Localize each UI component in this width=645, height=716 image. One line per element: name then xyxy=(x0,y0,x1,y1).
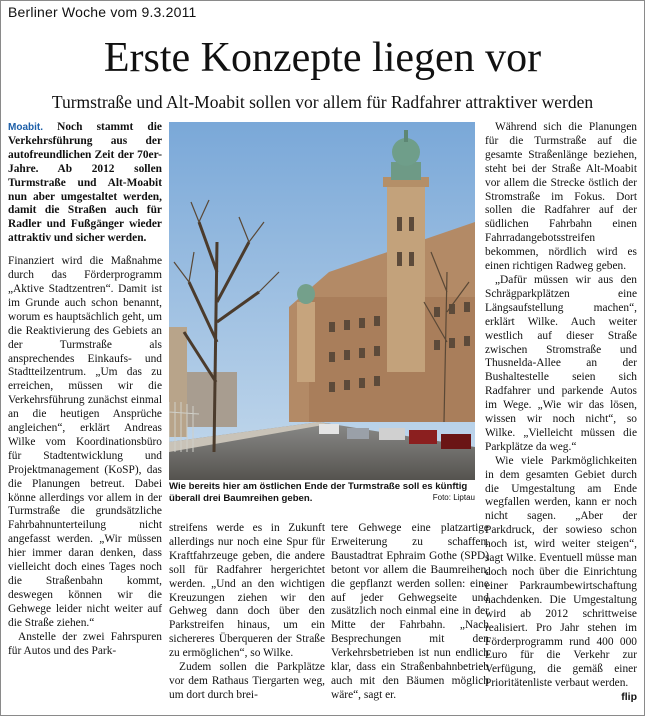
street-photo xyxy=(169,122,475,480)
author-signature: flip xyxy=(621,691,637,704)
paragraph-text: Wie viele Parkmöglichkeiten in dem gesamten Gebiet durch die Umgestaltung am Ende wegfallen werden, kann er noch nicht sagen. „Aber der Parkdruck, der sowieso schon hoch ist, wird weiter steigen“, sagt Wilke. Eventuell müsse man doch noch über die Einrichtung einer Parkraumbewirtschaftung nachdenken. Die Umgestaltung wird ab 2012 schrittweise realisiert. Pro Jahr stehen im Förderprogramm rund 400 000 Euro für die Verkehr zur Verfügung, die gemäß einer Prioritätenliste verbaut werden. xyxy=(485,454,637,690)
body-paragraph xyxy=(485,454,637,704)
article-column-4 xyxy=(485,121,637,705)
body-paragraph: streifens werde es in Zukunft allerdings nur noch eine Spur für Kraftfahrzeuge geben, die andere soll für Radfahrer hergerichtet werden. „Und an den wichtigen Kreuzungen ziehen wir den Gehweg dann doch über den Parkstreifen hinaus, um ein sichereres Überqueren der Straße zu ermöglichen“, so Wilke. xyxy=(169,522,325,660)
body-paragraph: Zudem sollen die Parkplätze vor dem Rathaus Tiergarten weg, um dort durch brei- xyxy=(169,661,325,701)
caption-text: Wie bereits hier am östlichen Ende der Turmstraße soll es künftig überall drei Baumreihen geben. xyxy=(169,481,468,504)
body-paragraph: Während sich die Planungen für die Turmstraße auf die gesamte Straßenlänge beziehen, steht bei der Straße Alt-Moabit vor allem die Strecke östlich der Stromstraße im Fokus. Dort sollen die Radfahrer auf der südlichen Fahrbahn einen Fahrradangebotsstreifen bekommen, nördlich wird es einen richtigen Radweg geben. xyxy=(485,121,637,273)
dateline: Moabit. xyxy=(8,122,43,133)
subheadline: Turmstraße und Alt-Moabit sollen vor allem für Radfahrer attraktiver werden xyxy=(51,92,594,112)
photo-caption xyxy=(169,481,475,504)
body-paragraph: tere Gehwege eine platzartige Erweiterung zu schaffen. Baustadtrat Ephraim Gothe (SPD) betont vor allem die Baumreihen, die gepflanzt werden sollen: eine auf jeder Gehwegseite und zusätzlich noch einmal eine in der Mitte der Fahrbahn. „Nach Besprechungen mit den Verkehrsbetrieben ist nun endlich klar, dass ein Straßenbahnbetrieb auch mit den Bäumen möglich wäre“, sagt er. xyxy=(331,522,489,701)
lead-text: Noch stammt die Verkehrsführung aus der autofreundlichen Zeit der 70er-Jahre. Ab 2012 sollen Turmstraße und Alt-Moabit nun aber umgestaltet werden, damit die Straßen auch für Radler und Fußgänger wieder attraktiv und sicher werden. xyxy=(8,121,162,245)
lead-paragraph xyxy=(8,121,162,246)
body-paragraph: Finanziert wird die Maßnahme durch das Förderprogramm „Aktive Stadtzentren“. Damit ist im Grunde auch schon benannt, worum es hauptsächlich geht, um die Reaktivierung des Gebiets an der Turmstraße als ansprechendes Einkaufs- und Stadtteilzentrum. „Um das zu erreichen, müssen wir die Verkehrsführung zunächst einmal an die heutigen Ansprüche angleichen“, erklärt Andreas Wilke vom Koordinationsbüro für Stadtentwicklung und Projektmanagement (KoSP), das die Planungen betreut. Dabei könne allerdings vor allem in der Turmstraße die grundsätzliche Fahrbahnunterteilung nicht angefasst werden. „Wir müssen hier immer daran denken, dass vielleicht doch eines Tages noch die Straßenbahn kommt, deswegen können wir die Gehwege leider nicht weiter auf die Straße ziehen.“ xyxy=(8,255,162,629)
photo-credit: Foto: Liptau xyxy=(432,492,475,502)
body-paragraph: „Dafür müssen wir aus den Schrägparkplätzen eine Längsaufstellung machen“, erklärt Wilke. Auch weiter westlich auf dieser Straße zwischen Stromstraße und Thusnelda-Allee an der Bushaltestelle seien sich Radfahrer und parkende Autos im Wege. „Wie wir das lösen, wissen wir noch nicht“, so Wilke. „Vielleicht müssen die Parkplätze da weg.“ xyxy=(485,273,637,453)
article-column-2 xyxy=(169,522,325,703)
town-hall-street-image xyxy=(169,122,475,480)
headline: Erste Konzepte liegen vor xyxy=(103,35,542,81)
article-column-1 xyxy=(8,121,162,658)
article-column-3 xyxy=(331,522,489,703)
body-paragraph: Anstelle der zwei Fahrspuren für Autos und des Park- xyxy=(8,630,162,657)
source-line: Berliner Woche vom 9.3.2011 xyxy=(8,4,197,20)
